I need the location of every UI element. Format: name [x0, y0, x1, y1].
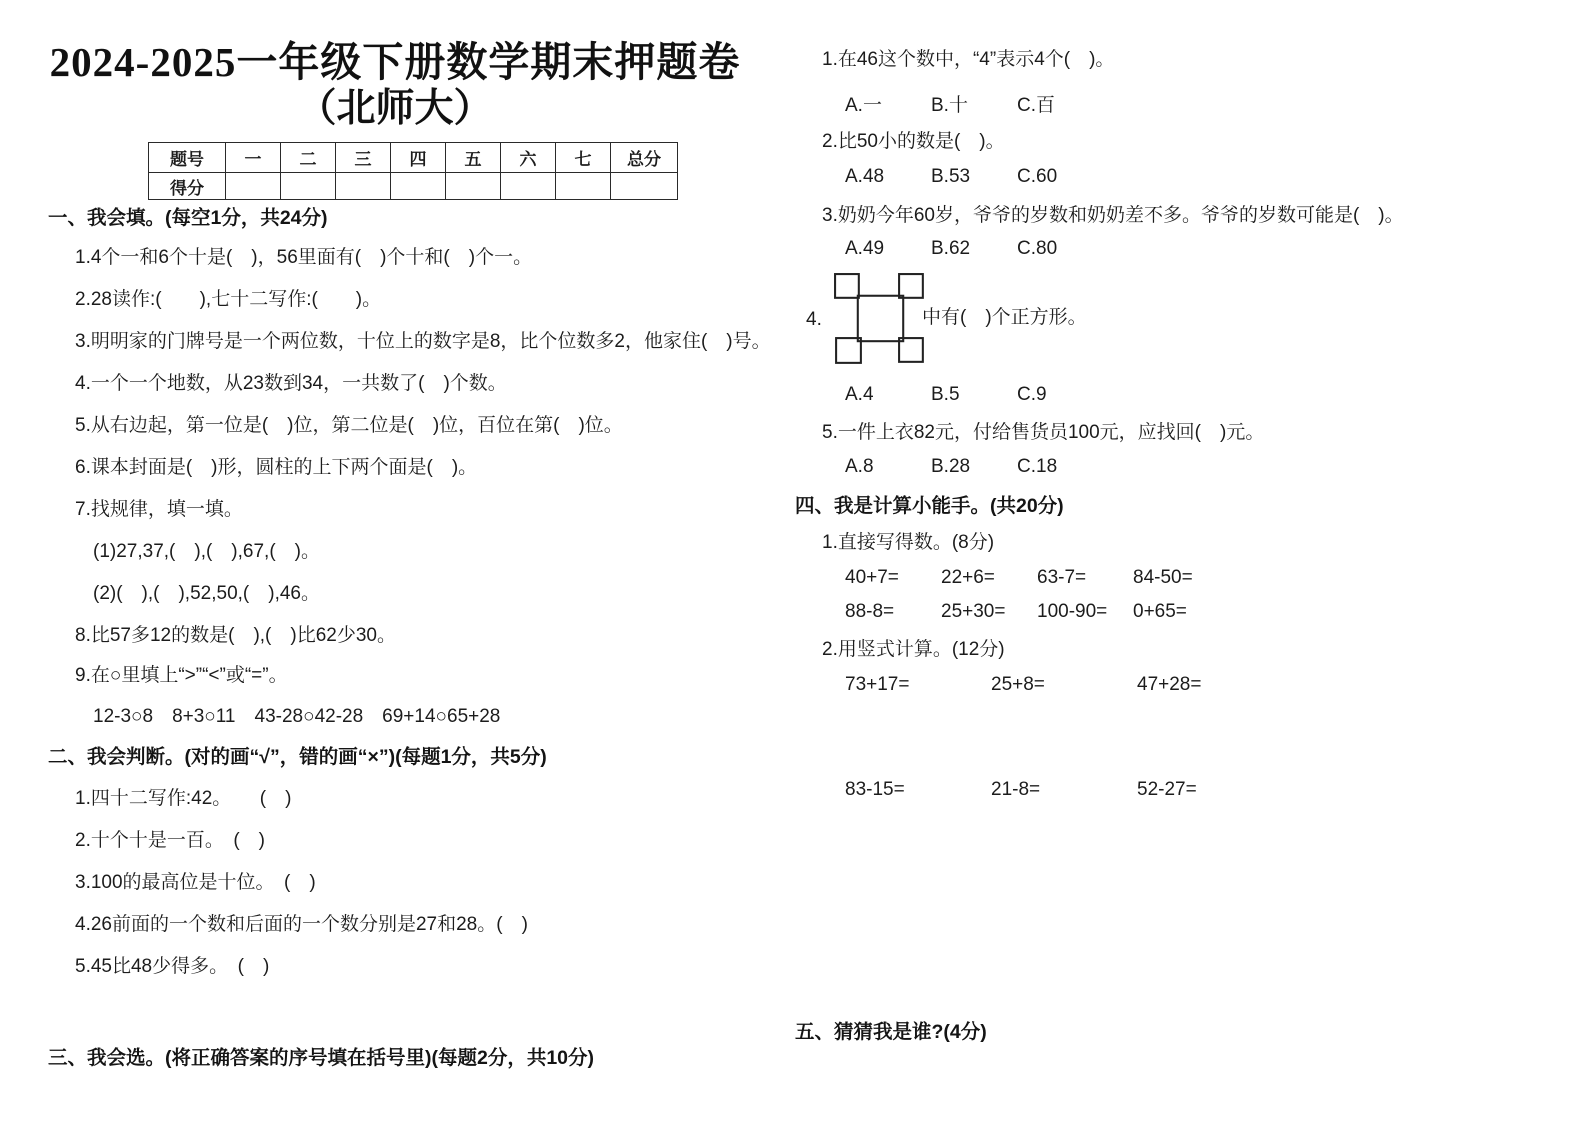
score-cell	[556, 173, 611, 200]
score-table-header-cell: 五	[446, 143, 501, 173]
judge-question-2: 2.十个十是一百。 ( )	[75, 830, 266, 851]
calc-expression: 88-8=	[845, 601, 895, 622]
option-c: C.80	[1017, 238, 1058, 259]
large-square	[858, 296, 903, 341]
score-cell	[391, 173, 446, 200]
score-cell	[501, 173, 556, 200]
option-c: C.60	[1017, 166, 1058, 187]
option-a: A.4	[845, 384, 874, 405]
calc-expression: 84-50=	[1133, 567, 1193, 588]
exam-title-line2: （北师大）	[297, 87, 493, 131]
choice-question-1: 1.在46这个数中，“4”表示4个( )。	[822, 49, 1115, 70]
fill-question-6: 6.课本封面是( )形，圆柱的上下两个面是( )。	[75, 457, 478, 478]
calc-expression: 40+7=	[845, 567, 899, 588]
fill-question-2: 2.28读作:( ),七十二写作:( )。	[75, 289, 382, 310]
fill-question-7-sub1: (1)27,37,( ),( ),67,( )。	[93, 541, 320, 562]
score-cell	[281, 173, 336, 200]
choice-question-2: 2.比50小的数是( )。	[822, 131, 1005, 152]
calc-expression: 22+6=	[941, 567, 995, 588]
calc-expression: 47+28=	[1137, 674, 1202, 695]
choice-question-4-number: 4.	[806, 309, 822, 330]
fill-question-8: 8.比57多12的数是( ),( )比62少30。	[75, 625, 396, 646]
option-c: C.百	[1017, 95, 1056, 116]
choice-question-4-options	[845, 384, 1103, 406]
section-five-heading: 五、猜猜我是谁?(4分)	[795, 1021, 987, 1043]
option-b: B.28	[931, 456, 971, 477]
choice-question-4-text: 中有( )个正方形。	[922, 307, 1087, 328]
calc-row-2	[845, 601, 1229, 623]
score-table	[148, 142, 678, 200]
option-c: C.9	[1017, 384, 1047, 405]
score-table-header-cell: 七	[556, 143, 611, 173]
calc-expression: 73+17=	[845, 674, 910, 695]
calc-expression: 52-27=	[1137, 779, 1197, 800]
calc-expression: 21-8=	[991, 779, 1041, 800]
choice-question-3-options	[845, 238, 1103, 260]
score-cell	[336, 173, 391, 200]
score-table-header-cell: 题号	[149, 143, 226, 173]
score-table-header-cell: 六	[501, 143, 556, 173]
section-three-heading: 三、我会选。(将正确答案的序号填在括号里)(每题2分，共10分)	[48, 1047, 595, 1069]
calc-expression: 63-7=	[1037, 567, 1087, 588]
calc-expression: 0+65=	[1133, 601, 1187, 622]
calc-expression: 83-15=	[845, 779, 905, 800]
score-cell	[611, 173, 678, 200]
score-table-header-cell: 三	[336, 143, 391, 173]
exam-title	[40, 38, 750, 132]
section-one-heading: 一、我会填。(每空1分，共24分)	[48, 207, 328, 229]
fill-question-5: 5.从右边起，第一位是( )位，第二位是( )位，百位在第( )位。	[75, 415, 623, 436]
fill-question-4: 4.一个一个地数，从23数到34，一共数了( )个数。	[75, 373, 507, 394]
score-table-header-cell: 二	[281, 143, 336, 173]
calc-expression: 25+8=	[991, 674, 1045, 695]
judge-question-3: 3.100的最高位是十位。 ( )	[75, 872, 316, 893]
small-square-top-left	[835, 274, 859, 298]
choice-question-2-options	[845, 166, 1103, 188]
score-cell	[226, 173, 281, 200]
calc-row-3	[845, 674, 1283, 696]
choice-question-5: 5.一件上衣82元，付给售货员100元，应找回( )元。	[822, 422, 1265, 443]
score-table-header-cell: 一	[226, 143, 281, 173]
score-table-header-cell: 总分	[611, 143, 678, 173]
judge-question-1: 1.四十二写作:42。 ( )	[75, 788, 292, 809]
choice-question-5-options	[845, 456, 1103, 478]
calc-row-1	[845, 567, 1229, 589]
compare-expressions-row: 12-3○8 8+3○11 43-28○42-28 69+14○65+28	[93, 706, 501, 727]
option-c: C.18	[1017, 456, 1058, 477]
option-b: B.53	[931, 166, 971, 187]
choice-question-3: 3.奶奶今年60岁，爷爷的岁数和奶奶差不多。爷爷的岁数可能是( )。	[822, 205, 1404, 226]
small-square-top-right	[899, 274, 923, 298]
fill-question-3: 3.明明家的门牌号是一个两位数，十位上的数字是8，比个位数多2，他家住( )号。	[75, 331, 771, 352]
score-cell	[446, 173, 501, 200]
option-a: A.一	[845, 95, 882, 116]
section-four-heading: 四、我是计算小能手。(共20分)	[795, 495, 1064, 517]
option-a: A.49	[845, 238, 885, 259]
option-b: B.十	[931, 95, 968, 116]
option-a: A.48	[845, 166, 885, 187]
calc-sub2-label: 2.用竖式计算。(12分)	[822, 639, 1005, 660]
score-table-header-cell: 四	[391, 143, 446, 173]
option-b: B.62	[931, 238, 971, 259]
fill-question-1: 1.4个一和6个十是( )，56里面有( )个十和( )个一。	[75, 247, 533, 268]
fill-question-7: 7.找规律，填一填。	[75, 499, 243, 520]
fill-question-7-sub2: (2)( ),( ),52,50,( ),46。	[93, 583, 320, 604]
choice-question-1-options	[845, 90, 1103, 117]
score-table-score-row	[149, 173, 678, 200]
option-a: A.8	[845, 456, 874, 477]
fill-question-9: 9.在○里填上“>”“<”或“=”。	[75, 665, 288, 686]
option-b: B.5	[931, 384, 960, 405]
score-row-label: 得分	[149, 173, 226, 200]
exam-title-line1: 2024-2025一年级下册数学期末押题卷	[49, 39, 741, 85]
section-two-heading: 二、我会判断。(对的画“√”，错的画“×”)(每题1分，共5分)	[48, 746, 547, 768]
calc-expression: 25+30=	[941, 601, 1006, 622]
squares-figure	[833, 272, 928, 367]
judge-question-5: 5.45比48少得多。 ( )	[75, 956, 270, 977]
judge-question-4: 4.26前面的一个数和后面的一个数分别是27和28。( )	[75, 914, 528, 935]
calc-expression: 100-90=	[1037, 601, 1108, 622]
calc-row-4	[845, 779, 1283, 801]
score-table-header-row	[149, 143, 678, 173]
calc-sub1-label: 1.直接写得数。(8分)	[822, 532, 995, 553]
